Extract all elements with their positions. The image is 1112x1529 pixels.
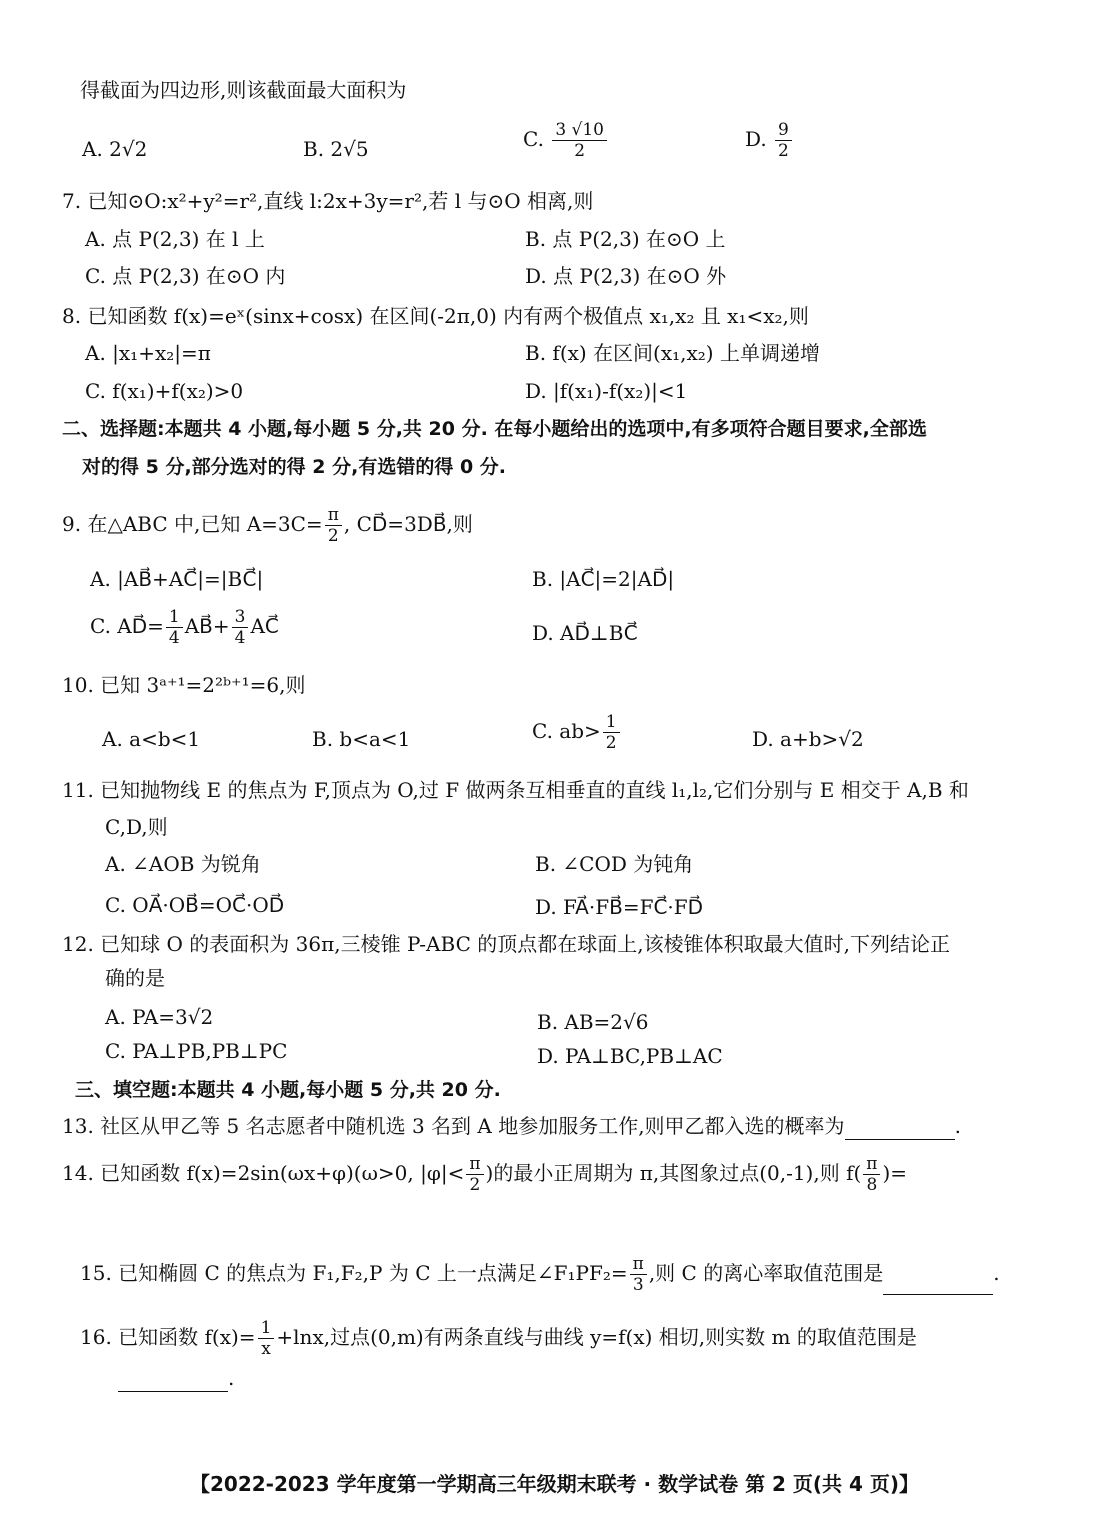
option-text: C. AD⃗= <box>90 614 164 638</box>
numerator: 3 <box>232 607 249 628</box>
q10-option-b: B. b<a<1 <box>312 727 411 751</box>
q8-option-d: D. |f(x₁)-f(x₂)|<1 <box>525 379 688 403</box>
q8-option-c: C. f(x₁)+f(x₂)>0 <box>85 379 244 403</box>
q7-stem: 7. 已知⊙O:x²+y²=r²,直线 l:2x+3y=r²,若 l 与⊙O 相离,则 <box>62 189 594 213</box>
q15-text: 15. 已知椭圆 C 的焦点为 F₁,F₂,P 为 C 上一点满足∠F₁PF₂= <box>80 1261 628 1285</box>
option-label: D. <box>745 127 767 151</box>
denominator: 2 <box>605 733 617 753</box>
numerator: 1 <box>603 712 620 733</box>
fraction <box>466 1154 483 1195</box>
option-text: C. ab> <box>532 719 601 743</box>
q10-option-d: D. a+b>√2 <box>752 727 864 751</box>
denominator: 4 <box>234 628 246 648</box>
option-text: AC⃗ <box>250 614 279 638</box>
q9-option-a: A. |AB⃗+AC⃗|=|BC⃗| <box>90 567 264 591</box>
q11-option-a: A. ∠AOB 为锐角 <box>105 852 261 876</box>
q7-option-d: D. 点 P(2,3) 在⊙O 外 <box>525 264 727 288</box>
numerator: π <box>630 1254 647 1275</box>
q13-text: 13. 社区从甲乙等 5 名志愿者中随机选 3 名到 A 地参加服务工作,则甲乙都入选的概率为 <box>62 1114 845 1138</box>
q11-option-c: C. OA⃗·OB⃗=OC⃗·OD⃗ <box>105 893 285 917</box>
q15-stem: 15. 已知椭圆 C 的焦点为 F₁,F₂,P 为 C 上一点满足∠F₁PF₂= $\frac{\pi}{3}$ ,则 C 的离心率取值范围是 . <box>80 1254 1000 1295</box>
q11-option-b: B. ∠COD 为钝角 <box>535 852 694 876</box>
q12-stem: 12. 已知球 O 的表面积为 36π,三棱锥 P-ABC 的顶点都在球面上,该棱锥体积取最大值时,下列结论正 <box>62 932 950 956</box>
q16-text: 16. 已知函数 f(x)= <box>80 1325 256 1349</box>
denominator: 2 <box>574 141 586 161</box>
numerator: π <box>325 505 342 526</box>
denominator: x <box>261 1339 271 1359</box>
q6-option-d <box>745 120 794 161</box>
answer-blank <box>118 1373 228 1392</box>
q12-option-c: C. PA⊥PB,PB⊥PC <box>105 1039 288 1063</box>
section-3-heading: 三、填空题:本题共 4 小题,每小题 5 分,共 20 分. <box>75 1079 501 1101</box>
denominator: 2 <box>469 1175 481 1195</box>
numerator: 9 <box>775 120 792 141</box>
numerator: 3 √10 <box>552 120 607 141</box>
q12-option-a: A. PA=3√2 <box>105 1005 214 1029</box>
numerator: π <box>863 1154 880 1175</box>
answer-blank <box>883 1276 993 1295</box>
denominator: 4 <box>168 628 180 648</box>
option-text: AB⃗+ <box>184 614 230 638</box>
q10-option-c <box>532 712 622 753</box>
q8-option-b: B. f(x) 在区间(x₁,x₂) 上单调递增 <box>525 341 820 365</box>
fraction <box>166 607 183 648</box>
q14-text: )的最小正周期为 π,其图象过点(0,-1),则 f( <box>485 1161 862 1185</box>
q8-stem: 8. 已知函数 f(x)=eˣ(sinx+cosx) 在区间(-2π,0) 内有两个极值点 x₁,x₂ 且 x₁<x₂,则 <box>62 304 809 328</box>
fraction <box>552 120 607 161</box>
fraction <box>630 1254 647 1295</box>
q15-text: ,则 C 的离心率取值范围是 <box>648 1261 884 1285</box>
q14-stem <box>62 1154 907 1195</box>
q12-stem-cont: 确的是 <box>105 966 165 990</box>
fraction <box>258 1318 275 1359</box>
numerator: 1 <box>258 1318 275 1339</box>
section-2-heading: 二、选择题:本题共 4 小题,每小题 5 分,共 20 分. 在每小题给出的选项中,有多项符合题目要求,全部选 <box>62 418 927 440</box>
numerator: π <box>466 1154 483 1175</box>
denominator: 3 <box>632 1275 644 1295</box>
q10-stem: 10. 已知 3ᵃ⁺¹=2²ᵇ⁺¹=6,则 <box>62 673 306 697</box>
denominator: 2 <box>327 526 339 546</box>
q6-option-a: A. 2√2 <box>82 137 148 161</box>
q7-option-a: A. 点 P(2,3) 在 l 上 <box>85 227 265 251</box>
fraction <box>863 1154 880 1195</box>
q16-text: +lnx,过点(0,m)有两条直线与曲线 y=f(x) 相切,则实数 m 的取值范围是 <box>276 1325 917 1349</box>
q7-option-b: B. 点 P(2,3) 在⊙O 上 <box>525 227 726 251</box>
section-2-instructions: 对的得 5 分,部分选对的得 2 分,有选错的得 0 分. <box>82 456 507 478</box>
q12-option-d: D. PA⊥BC,PB⊥AC <box>537 1044 723 1068</box>
denominator: 8 <box>866 1175 878 1195</box>
q12-option-b: B. AB=2√6 <box>537 1010 649 1034</box>
fraction <box>232 607 249 648</box>
q9-stem-text: , CD⃗=3DB⃗,则 <box>343 512 473 536</box>
q13-stem: 13. 社区从甲乙等 5 名志愿者中随机选 3 名到 A 地参加服务工作,则甲乙都入选的概率为 . <box>62 1114 961 1138</box>
q9-option-c <box>90 607 279 648</box>
q9-stem <box>62 505 473 546</box>
q14-text: 14. 已知函数 f(x)=2sin(ωx+φ)(ω>0, |φ|< <box>62 1161 465 1185</box>
q9-option-d: D. AD⃗⊥BC⃗ <box>532 621 638 645</box>
q8-option-a: A. |x₁+x₂|=π <box>85 341 211 365</box>
page-footer: 【2022-2023 学年度第一学期高三年级期末联考 · 数学试卷 第 2 页(共 4 页)】 <box>190 1472 920 1496</box>
q11-option-d: D. FA⃗·FB⃗=FC⃗·FD⃗ <box>535 895 704 919</box>
fraction <box>775 120 792 161</box>
denominator: 2 <box>778 141 789 161</box>
q6-option-b: B. 2√5 <box>303 137 369 161</box>
q10-option-a: A. a<b<1 <box>102 727 201 751</box>
q9-stem-text: 9. 在△ABC 中,已知 A=3C= <box>62 512 323 536</box>
q6-option-c <box>523 120 609 161</box>
answer-blank <box>845 1121 955 1140</box>
q11-stem-cont: C,D,则 <box>105 815 168 839</box>
q11-stem: 11. 已知抛物线 E 的焦点为 F,顶点为 O,过 F 做两条互相垂直的直线 l₁,l₂,它们分别与 E 相交于 A,B 和 <box>62 778 969 802</box>
section-continuation: 得截面为四边形,则该截面最大面积为 <box>80 78 407 102</box>
numerator: 1 <box>166 607 183 628</box>
fraction <box>603 712 620 753</box>
q9-option-b: B. |AC⃗|=2|AD⃗| <box>532 567 675 591</box>
q16-answer-line: . <box>118 1364 234 1392</box>
fraction <box>325 505 342 546</box>
option-label: C. <box>523 127 544 151</box>
q14-text: )= <box>882 1161 908 1185</box>
q7-option-c: C. 点 P(2,3) 在⊙O 内 <box>85 264 286 288</box>
q16-stem <box>80 1318 917 1359</box>
